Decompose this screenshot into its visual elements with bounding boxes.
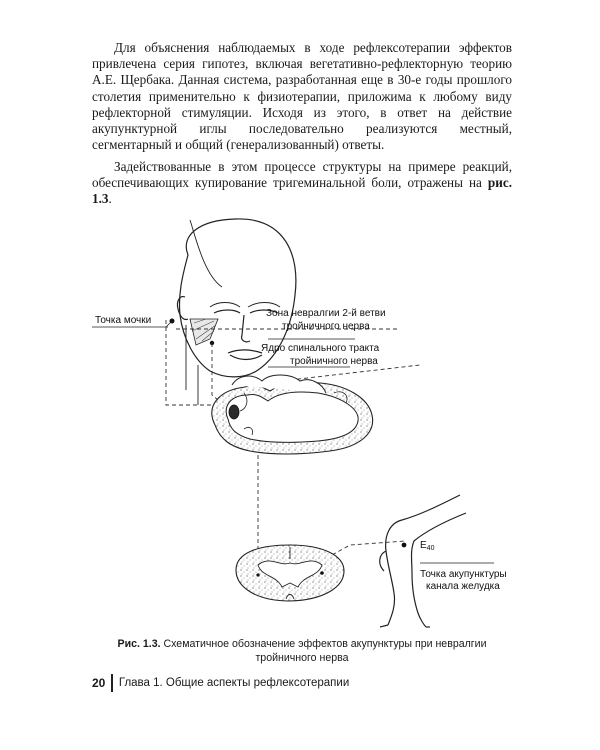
paragraph-2-text: Задействованные в этом процессе структуры на примере реакций, обеспечивающих купирование тригеминальной боли, отражены на <box>92 159 512 191</box>
neuralgia-zone <box>170 319 219 346</box>
label-cheek-point: Точка мочки <box>95 315 152 326</box>
label-nucleus-line2: тройничного нерва <box>290 356 378 367</box>
leg-drawing <box>380 495 466 627</box>
paragraph-2 <box>92 159 512 208</box>
label-point-code: $E_{40}$ <box>420 540 435 552</box>
acupoint-markers <box>402 543 407 548</box>
footer-divider <box>111 674 113 692</box>
caption-number: Рис. 1.3. <box>117 638 161 650</box>
brainstem-section <box>212 375 373 454</box>
chapter-title: Глава 1. Общие аспекты рефлексотерапии <box>118 677 350 689</box>
figure-reference: рис. 1.3 <box>92 175 512 207</box>
page-number: 20 <box>92 676 106 690</box>
spinal-cord-section <box>236 545 344 601</box>
label-stomach-line2: канала желудка <box>426 581 500 592</box>
figure-caption <box>92 638 512 665</box>
label-stomach-line1: Точка акупунктуры <box>420 569 507 580</box>
label-zone-line1: Зона невралгии 2-й ветви <box>266 308 386 319</box>
paragraph-1: Для объяснения наблюдаемых в ходе рефлексотерапии эффектов привлечена серия гипотез, включая вегетативно-рефлекторную теорию А.Е. Щербака. Данная система, разработанная еще в 30-е годы прошлого столетия применительно к физиотерапии, приложима к любому виду рефлекторной стимуляции. Исходя из этого, в ответ на действие акупунктурной иглы последовательно реализуются местный, сегментарный и общий (генерализованный) ответы. <box>92 40 512 153</box>
figure-illustration <box>0 215 600 635</box>
page-footer <box>92 674 349 692</box>
caption-text: Схематичное обозначение эффектов акупунктуры при невралгии тройничного нерва <box>160 638 487 664</box>
label-zone-line2: тройничного нерва <box>282 321 370 332</box>
paragraph-2-end: . <box>108 191 112 207</box>
label-nucleus-line1: Ядро спинального тракта <box>261 343 380 354</box>
